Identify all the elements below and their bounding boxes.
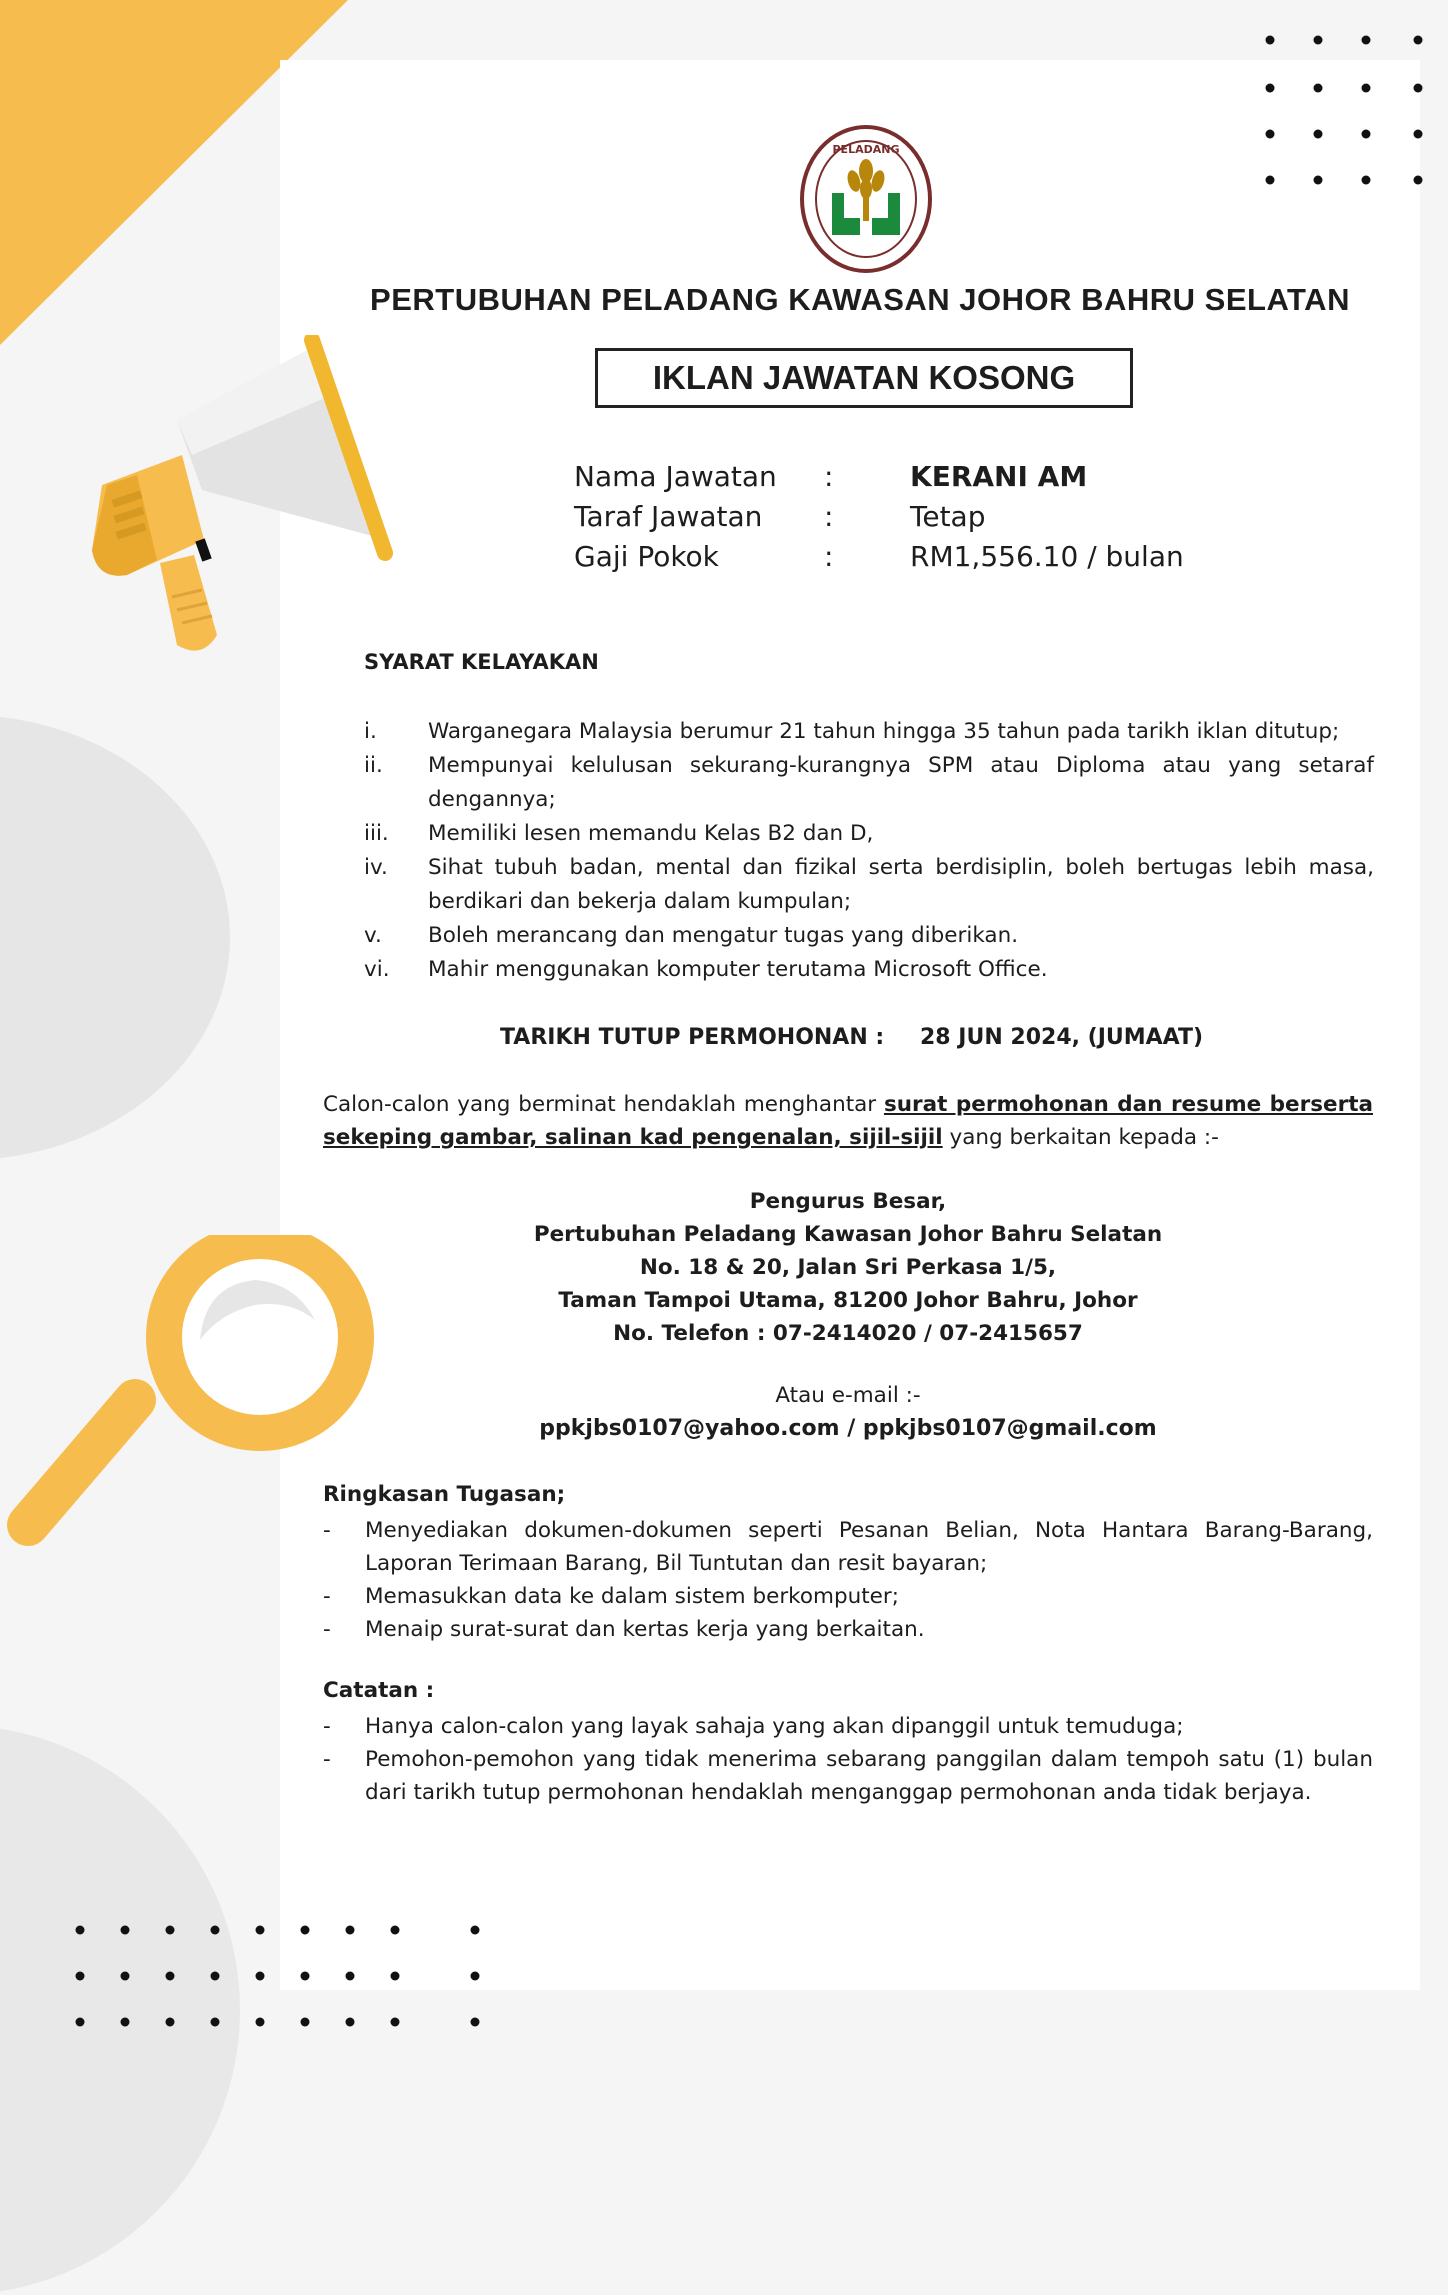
job-info-value: Tetap <box>910 500 986 533</box>
left-circle-decoration <box>0 715 230 1160</box>
dot-grid-decoration-top <box>1258 30 1438 190</box>
notes-heading: Catatan : <box>323 1678 435 1703</box>
requirement-number: i. <box>364 719 377 744</box>
dash-bullet: - <box>323 1617 331 1642</box>
dash-bullet: - <box>323 1584 331 1609</box>
requirement-number: iii. <box>364 821 389 846</box>
note-item <box>323 1710 1373 1743</box>
instructions-lead: Calon-calon yang berminat hendaklah menghantar <box>323 1092 884 1117</box>
closing-date-value: 28 JUN 2024, (JUMAAT) <box>920 1025 1204 1050</box>
requirement-item <box>364 749 1374 817</box>
job-info-colon: : <box>824 460 834 493</box>
requirement-text: Memiliki lesen memandu Kelas B2 dan D, <box>428 821 874 846</box>
requirement-number: v. <box>364 923 382 948</box>
duties-list <box>323 1514 1373 1646</box>
peladang-logo <box>798 123 934 275</box>
duty-item <box>323 1580 1373 1613</box>
note-text: Pemohon-pemohon yang tidak menerima sebarang panggilan dalam tempoh satu (1) bulan dari tarikh tutup permohonan hendaklah menganggap permohonan anda tidak berjaya. <box>365 1747 1373 1805</box>
dash-bullet: - <box>323 1714 331 1739</box>
address-line: Taman Tampoi Utama, 81200 Johor Bahru, Johor <box>558 1288 1138 1313</box>
duties-heading: Ringkasan Tugasan; <box>323 1482 566 1507</box>
dash-bullet: - <box>323 1518 331 1543</box>
requirements-heading: SYARAT KELAYAKAN <box>364 650 599 674</box>
requirement-item <box>364 851 1374 919</box>
requirement-text: Mempunyai kelulusan sekurang-kurangnya SPM atau Diploma atau yang setaraf dengannya; <box>428 753 1374 812</box>
requirement-item <box>364 715 1374 749</box>
duty-item <box>323 1613 1373 1646</box>
job-info-label: Gaji Pokok <box>574 540 719 573</box>
notes-list <box>323 1710 1373 1809</box>
job-info-value: KERANI AM <box>910 460 1088 493</box>
duty-text: Menyediakan dokumen-dokumen seperti Pesanan Belian, Nota Hantara Barang-Barang, Laporan Terimaan Barang, Bil Tuntutan dan resit bayaran; <box>365 1518 1373 1576</box>
dot-grid-decoration-bottom <box>68 1920 488 2038</box>
address-line: No. 18 & 20, Jalan Sri Perkasa 1/5, <box>639 1255 1057 1280</box>
requirement-text: Mahir menggunakan komputer terutama Microsoft Office. <box>428 957 1048 982</box>
requirement-text: Warganegara Malaysia berumur 21 tahun hingga 35 tahun pada tarikh iklan ditutup; <box>428 719 1340 744</box>
note-item <box>323 1743 1373 1809</box>
megaphone-icon <box>82 335 412 665</box>
address-line: Pertubuhan Peladang Kawasan Johor Bahru Selatan <box>533 1222 1163 1247</box>
logo-text: PELADANG <box>832 143 900 156</box>
duty-text: Memasukkan data ke dalam sistem berkomputer; <box>365 1584 899 1609</box>
email-lead: Atau e-mail :- <box>775 1383 921 1408</box>
application-instructions <box>323 1088 1373 1154</box>
required-documents: surat permohonan dan resume berserta sekeping gambar, salinan kad pengenalan, sijil-sijil <box>323 1092 1374 1150</box>
job-info-colon: : <box>824 500 834 533</box>
requirement-text: Boleh merancang dan mengatur tugas yang diberikan. <box>428 923 1019 948</box>
requirement-number: ii. <box>364 753 383 778</box>
dash-bullet: - <box>323 1747 331 1772</box>
job-info-value: RM1,556.10 / bulan <box>910 540 1184 573</box>
duty-text: Menaip surat-surat dan kertas kerja yang berkaitan. <box>365 1617 925 1642</box>
note-text: Hanya calon-calon yang layak sahaja yang akan dipanggil untuk temuduga; <box>365 1714 1184 1739</box>
address-phone: No. Telefon : 07-2414020 / 07-2415657 <box>613 1321 1083 1346</box>
requirement-item <box>364 919 1374 953</box>
job-info-label: Nama Jawatan <box>574 460 777 493</box>
duty-item <box>323 1514 1373 1580</box>
requirements-list <box>364 715 1374 987</box>
requirement-number: iv. <box>364 855 388 880</box>
requirement-text: Sihat tubuh badan, mental dan fizikal serta berdisiplin, boleh bertugas lebih masa, berdikari dan bekerja dalam kumpulan; <box>428 855 1374 914</box>
advert-title-box: IKLAN JAWATAN KOSONG <box>595 348 1133 408</box>
requirement-number: vi. <box>364 957 390 982</box>
requirement-item <box>364 953 1374 987</box>
job-info-colon: : <box>824 540 834 573</box>
address-line: Pengurus Besar, <box>749 1189 947 1214</box>
job-info-label: Taraf Jawatan <box>574 500 763 533</box>
mailing-address <box>323 1185 1373 1350</box>
requirement-item <box>364 817 1374 851</box>
email-addresses: ppkjbs0107@yahoo.com / ppkjbs0107@gmail.com <box>539 1416 1157 1441</box>
closing-date-label: TARIKH TUTUP PERMOHONAN : <box>500 1025 885 1050</box>
organisation-title: PERTUBUHAN PELADANG KAWASAN JOHOR BAHRU SELATAN <box>370 282 1350 317</box>
instructions-tail: yang berkaitan kepada :- <box>942 1125 1219 1150</box>
